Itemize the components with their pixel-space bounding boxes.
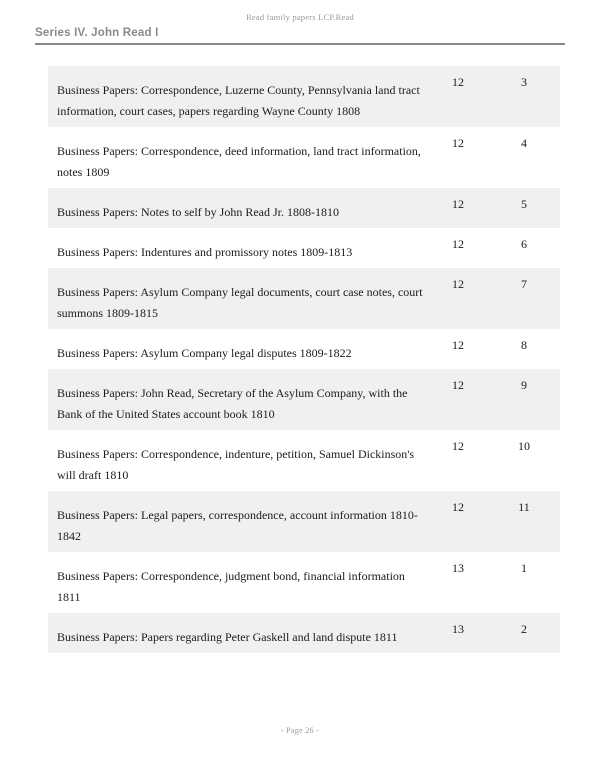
box-number: 12 (452, 136, 464, 150)
table-row (48, 228, 560, 268)
folder-number: 2 (521, 622, 527, 636)
table-row (48, 613, 560, 653)
box-number: 12 (452, 378, 464, 392)
item-title: Business Papers: Correspondence, Luzerne County, Pennsylvania land tract information, court cases, papers regarding Wayne County 1808 (57, 83, 420, 118)
folder-number: 1 (521, 561, 527, 575)
table-row (48, 127, 560, 188)
document-header-title: Read family papers LCP.Read (246, 12, 354, 22)
item-title: Business Papers: Notes to self by John Read Jr. 1808-1810 (57, 205, 339, 219)
item-title: Business Papers: Legal papers, correspondence, account information 1810-1842 (57, 508, 418, 543)
box-number: 12 (452, 237, 464, 251)
box-number: 13 (452, 561, 464, 575)
item-title: Business Papers: Correspondence, judgment bond, financial information 1811 (57, 569, 405, 604)
table-row (48, 66, 560, 127)
table-row (48, 491, 560, 552)
table-row (48, 188, 560, 228)
folder-number: 8 (521, 338, 527, 352)
folder-number: 4 (521, 136, 527, 150)
box-number: 12 (452, 277, 464, 291)
folder-table (48, 66, 560, 653)
item-title: Business Papers: Correspondence, indenture, petition, Samuel Dickinson's will draft 1810 (57, 447, 415, 482)
table-row (48, 329, 560, 369)
item-title: Business Papers: Asylum Company legal documents, court case notes, court summons 1809-1815 (57, 285, 423, 320)
box-number: 12 (452, 338, 464, 352)
box-number: 12 (452, 500, 464, 514)
item-title: Business Papers: Correspondence, deed information, land tract information, notes 1809 (57, 144, 421, 179)
folder-number: 11 (518, 500, 530, 514)
folder-number: 9 (521, 378, 527, 392)
page-number-footer: - Page 26 - (280, 726, 320, 735)
box-number: 13 (452, 622, 464, 636)
folder-number: 5 (521, 197, 527, 211)
box-number: 12 (452, 439, 464, 453)
folder-number: 3 (521, 75, 527, 89)
table-row (48, 430, 560, 491)
item-title: Business Papers: John Read, Secretary of the Asylum Company, with the Bank of the United States account book 1810 (57, 386, 408, 421)
item-title: Business Papers: Papers regarding Peter Gaskell and land dispute 1811 (57, 630, 398, 644)
table-row (48, 268, 560, 329)
folder-number: 7 (521, 277, 527, 291)
box-number: 12 (452, 75, 464, 89)
box-number: 12 (452, 197, 464, 211)
folder-number: 6 (521, 237, 527, 251)
item-title: Business Papers: Asylum Company legal disputes 1809-1822 (57, 346, 352, 360)
series-heading: Series IV. John Read I (35, 27, 159, 39)
header-divider (35, 43, 565, 45)
item-title: Business Papers: Indentures and promissory notes 1809-1813 (57, 245, 353, 259)
folder-number: 10 (518, 439, 530, 453)
table-row (48, 369, 560, 430)
table-row (48, 552, 560, 613)
